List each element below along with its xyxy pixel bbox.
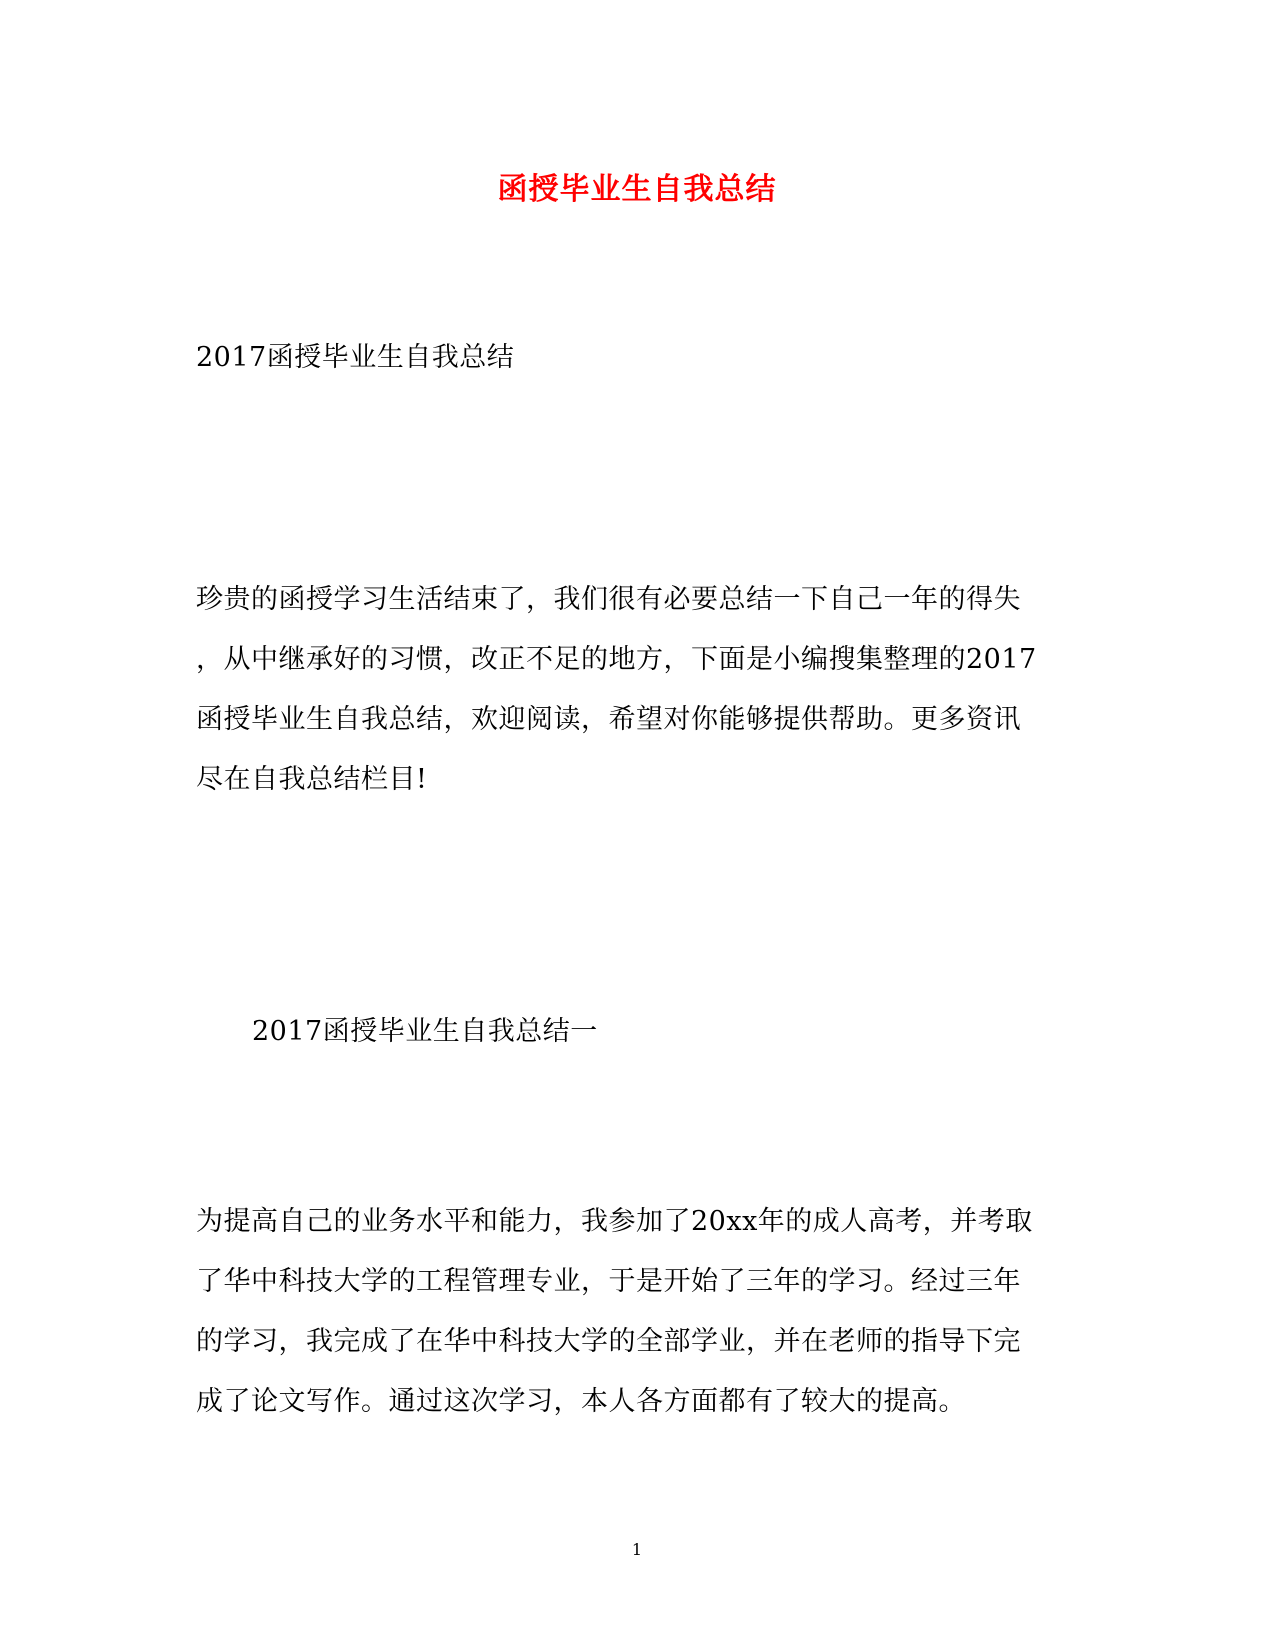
body-line-3: 的学习，我完成了在华中科技大学的全部学业，并在老师的指导下完 — [196, 1326, 1021, 1357]
intro-line-2: ，从中继承好的习惯，改正不足的地方，下面是小编搜集整理的2017 — [196, 644, 1037, 675]
intro-line-3: 函授毕业生自我总结，欢迎阅读，希望对你能够提供帮助。更多资讯 — [196, 704, 1021, 735]
intro-line-1: 珍贵的函授学习生活结束了，我们很有必要总结一下自己一年的得失 — [196, 584, 1021, 615]
page-number: 1 — [631, 1540, 643, 1559]
body-line-2: 了华中科技大学的工程管理专业，于是开始了三年的学习。经过三年 — [196, 1266, 1021, 1297]
body-line-1: 为提高自己的业务水平和能力，我参加了20xx年的成人高考，并考取 — [196, 1206, 1033, 1237]
document-subtitle: 2017函授毕业生自我总结 — [196, 342, 515, 373]
intro-line-4: 尽在自我总结栏目! — [196, 764, 428, 795]
document-title: 函授毕业生自我总结 — [497, 172, 777, 207]
section-heading: 2017函授毕业生自我总结一 — [252, 1016, 598, 1047]
body-line-4: 成了论文写作。通过这次学习，本人各方面都有了较大的提高。 — [196, 1386, 966, 1417]
